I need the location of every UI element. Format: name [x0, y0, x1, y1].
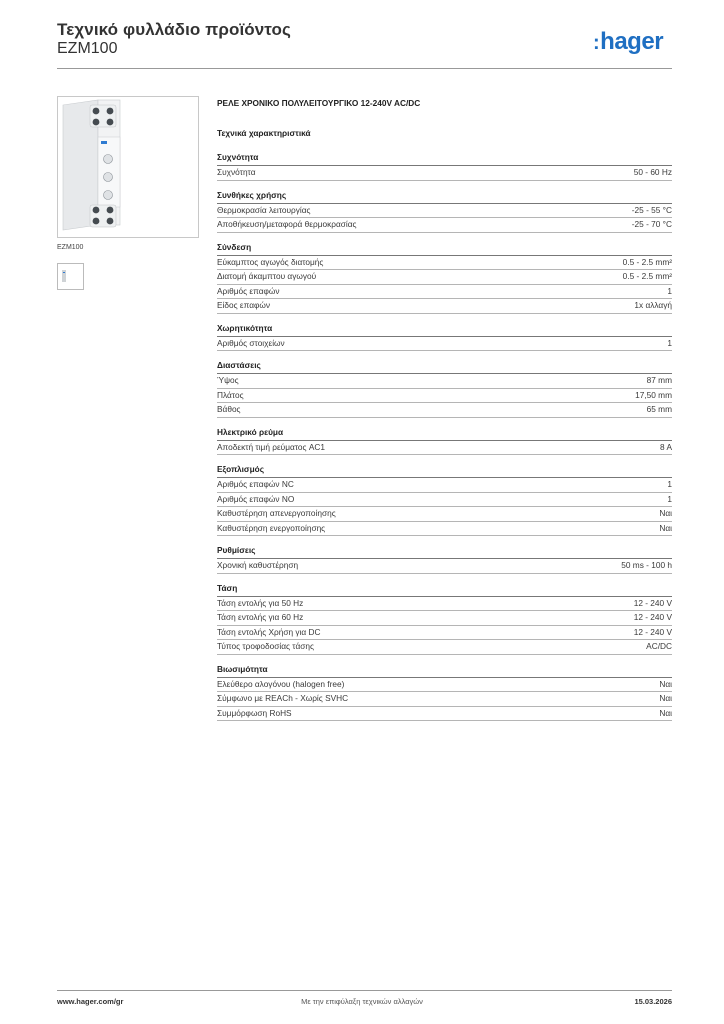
spec-row	[217, 507, 672, 522]
spec-label: Αποδεκτή τιμή ρεύματος AC1	[217, 441, 325, 452]
spec-label: Σύμφωνο με REACh - Χωρίς SVHC	[217, 693, 349, 703]
spec-row	[217, 640, 672, 655]
logo-mark: :	[593, 32, 600, 54]
spec-value: Ναι	[659, 678, 672, 689]
image-caption: EZM100	[57, 244, 84, 251]
spec-value: 1	[667, 479, 672, 489]
header-divider	[57, 68, 672, 69]
spec-row	[217, 337, 672, 352]
spec-value: 1	[667, 493, 672, 504]
spec-label: Διατομή άκαμπτου αγωγού	[217, 271, 317, 281]
spec-row	[217, 299, 672, 314]
spec-label: Χρονική καθυστέρηση	[217, 560, 299, 570]
section-heading: Διαστάσεις	[217, 359, 672, 374]
footer-website-link[interactable]: www.hager.com/gr	[57, 997, 124, 1006]
section-heading: Εξοπλισμός	[217, 463, 672, 478]
spec-value: Ναι	[659, 522, 672, 533]
spec-row	[217, 389, 672, 404]
section-heading: Ρυθμίσεις	[217, 544, 672, 559]
thumbnail-icon	[58, 264, 83, 289]
spec-label: Αριθμός επαφών NO	[217, 493, 295, 504]
section-heading: Τάση	[217, 582, 672, 597]
spec-row	[217, 522, 672, 537]
spec-value: Ναι	[659, 707, 672, 718]
spec-row	[217, 597, 672, 612]
footer-date: 15.03.2026	[634, 997, 672, 1006]
relay-illustration	[58, 97, 198, 237]
spec-row	[217, 204, 672, 219]
spec-row	[217, 707, 672, 722]
spec-value: 12 - 240 V	[633, 626, 672, 637]
spec-value: 1	[667, 337, 672, 348]
spec-label: Αριθμός στοιχείων	[217, 337, 285, 348]
spec-row	[217, 256, 672, 271]
spec-row	[217, 270, 672, 285]
spec-value: 1x αλλαγή	[634, 300, 672, 310]
section-heading: Σύνδεση	[217, 241, 672, 256]
spec-row	[217, 403, 672, 418]
spec-label: Συμμόρφωση RoHS	[217, 707, 292, 718]
spec-value: -25 - 70 °C	[631, 219, 672, 229]
spec-label: Ελεύθερο αλογόνου (halogen free)	[217, 678, 345, 689]
spec-value: Ναι	[659, 693, 672, 703]
spec-row	[217, 493, 672, 508]
spec-label: Συχνότητα	[217, 167, 256, 177]
spec-content	[217, 96, 672, 721]
spec-value: 1	[667, 285, 672, 296]
hager-logo	[593, 30, 663, 54]
spec-label: Αριθμός επαφών NC	[217, 479, 294, 489]
spec-row	[217, 678, 672, 693]
spec-label: Τάση εντολής Χρήση για DC	[217, 626, 321, 637]
spec-label: Καθυστέρηση ενεργοποίησης	[217, 522, 326, 533]
spec-row	[217, 692, 672, 707]
spec-row	[217, 285, 672, 300]
specs-heading: Τεχνικά χαρακτηριστικά	[217, 128, 311, 138]
spec-value: 0.5 - 2.5 mm²	[622, 271, 672, 281]
spec-row	[217, 611, 672, 626]
spec-row	[217, 374, 672, 389]
product-name: ΡΕΛΕ ΧΡΟΝΙΚΟ ΠΟΛΥΛΕΙΤΟΥΡΓΙΚΟ 12-240V AC/DC	[217, 98, 421, 108]
spec-row	[217, 478, 672, 493]
footer-divider	[57, 990, 672, 991]
spec-value: 12 - 240 V	[633, 612, 672, 622]
spec-sections	[217, 151, 672, 721]
spec-row	[217, 626, 672, 641]
section-heading: Συνθήκες χρήσης	[217, 189, 672, 204]
section-heading: Ηλεκτρικό ρεύμα	[217, 426, 672, 441]
spec-label: Πλάτος	[217, 389, 244, 400]
spec-value: 8 A	[660, 441, 672, 452]
spec-row	[217, 559, 672, 574]
spec-label: Τάση εντολής για 60 Hz	[217, 612, 304, 622]
spec-value: AC/DC	[646, 641, 672, 651]
product-image	[57, 96, 199, 238]
section-heading: Χωρητικότητα	[217, 322, 672, 337]
product-thumbnail[interactable]	[57, 263, 84, 290]
spec-label: Εύκαμπτος αγωγός διατομής	[217, 256, 324, 267]
spec-row	[217, 218, 672, 233]
spec-label: Ύψος	[217, 375, 239, 385]
spec-value: 65 mm	[646, 404, 672, 414]
spec-label: Καθυστέρηση απενεργοποίησης	[217, 508, 336, 518]
spec-value: Ναι	[659, 508, 672, 518]
spec-label: Αποθήκευση/μεταφορά θερμοκρασίας	[217, 219, 357, 229]
logo-text: hager	[600, 28, 664, 55]
spec-value: 87 mm	[646, 375, 672, 385]
spec-label: Τάση εντολής για 50 Hz	[217, 597, 304, 608]
footer-note: Με την επιφύλαξη τεχνικών αλλαγών	[301, 997, 423, 1006]
product-code: EZM100	[57, 40, 118, 57]
spec-label: Είδος επαφών	[217, 300, 271, 310]
spec-value: 0.5 - 2.5 mm²	[622, 256, 672, 267]
spec-row	[217, 166, 672, 181]
spec-label: Αριθμός επαφών	[217, 285, 280, 296]
spec-row	[217, 441, 672, 456]
page-title: Τεχνικό φυλλάδιο προϊόντος	[57, 20, 291, 39]
spec-value: 50 - 60 Hz	[633, 167, 672, 177]
spec-value: 12 - 240 V	[633, 597, 672, 608]
spec-value: -25 - 55 °C	[631, 204, 672, 215]
spec-value: 50 ms - 100 h	[621, 560, 672, 570]
spec-label: Θερμοκρασία λειτουργίας	[217, 204, 311, 215]
spec-value: 17,50 mm	[635, 389, 672, 400]
spec-label: Βάθος	[217, 404, 241, 414]
section-heading: Συχνότητα	[217, 151, 672, 166]
spec-label: Τύπος τροφοδοσίας τάσης	[217, 641, 315, 651]
section-heading: Βιωσιμότητα	[217, 663, 672, 678]
